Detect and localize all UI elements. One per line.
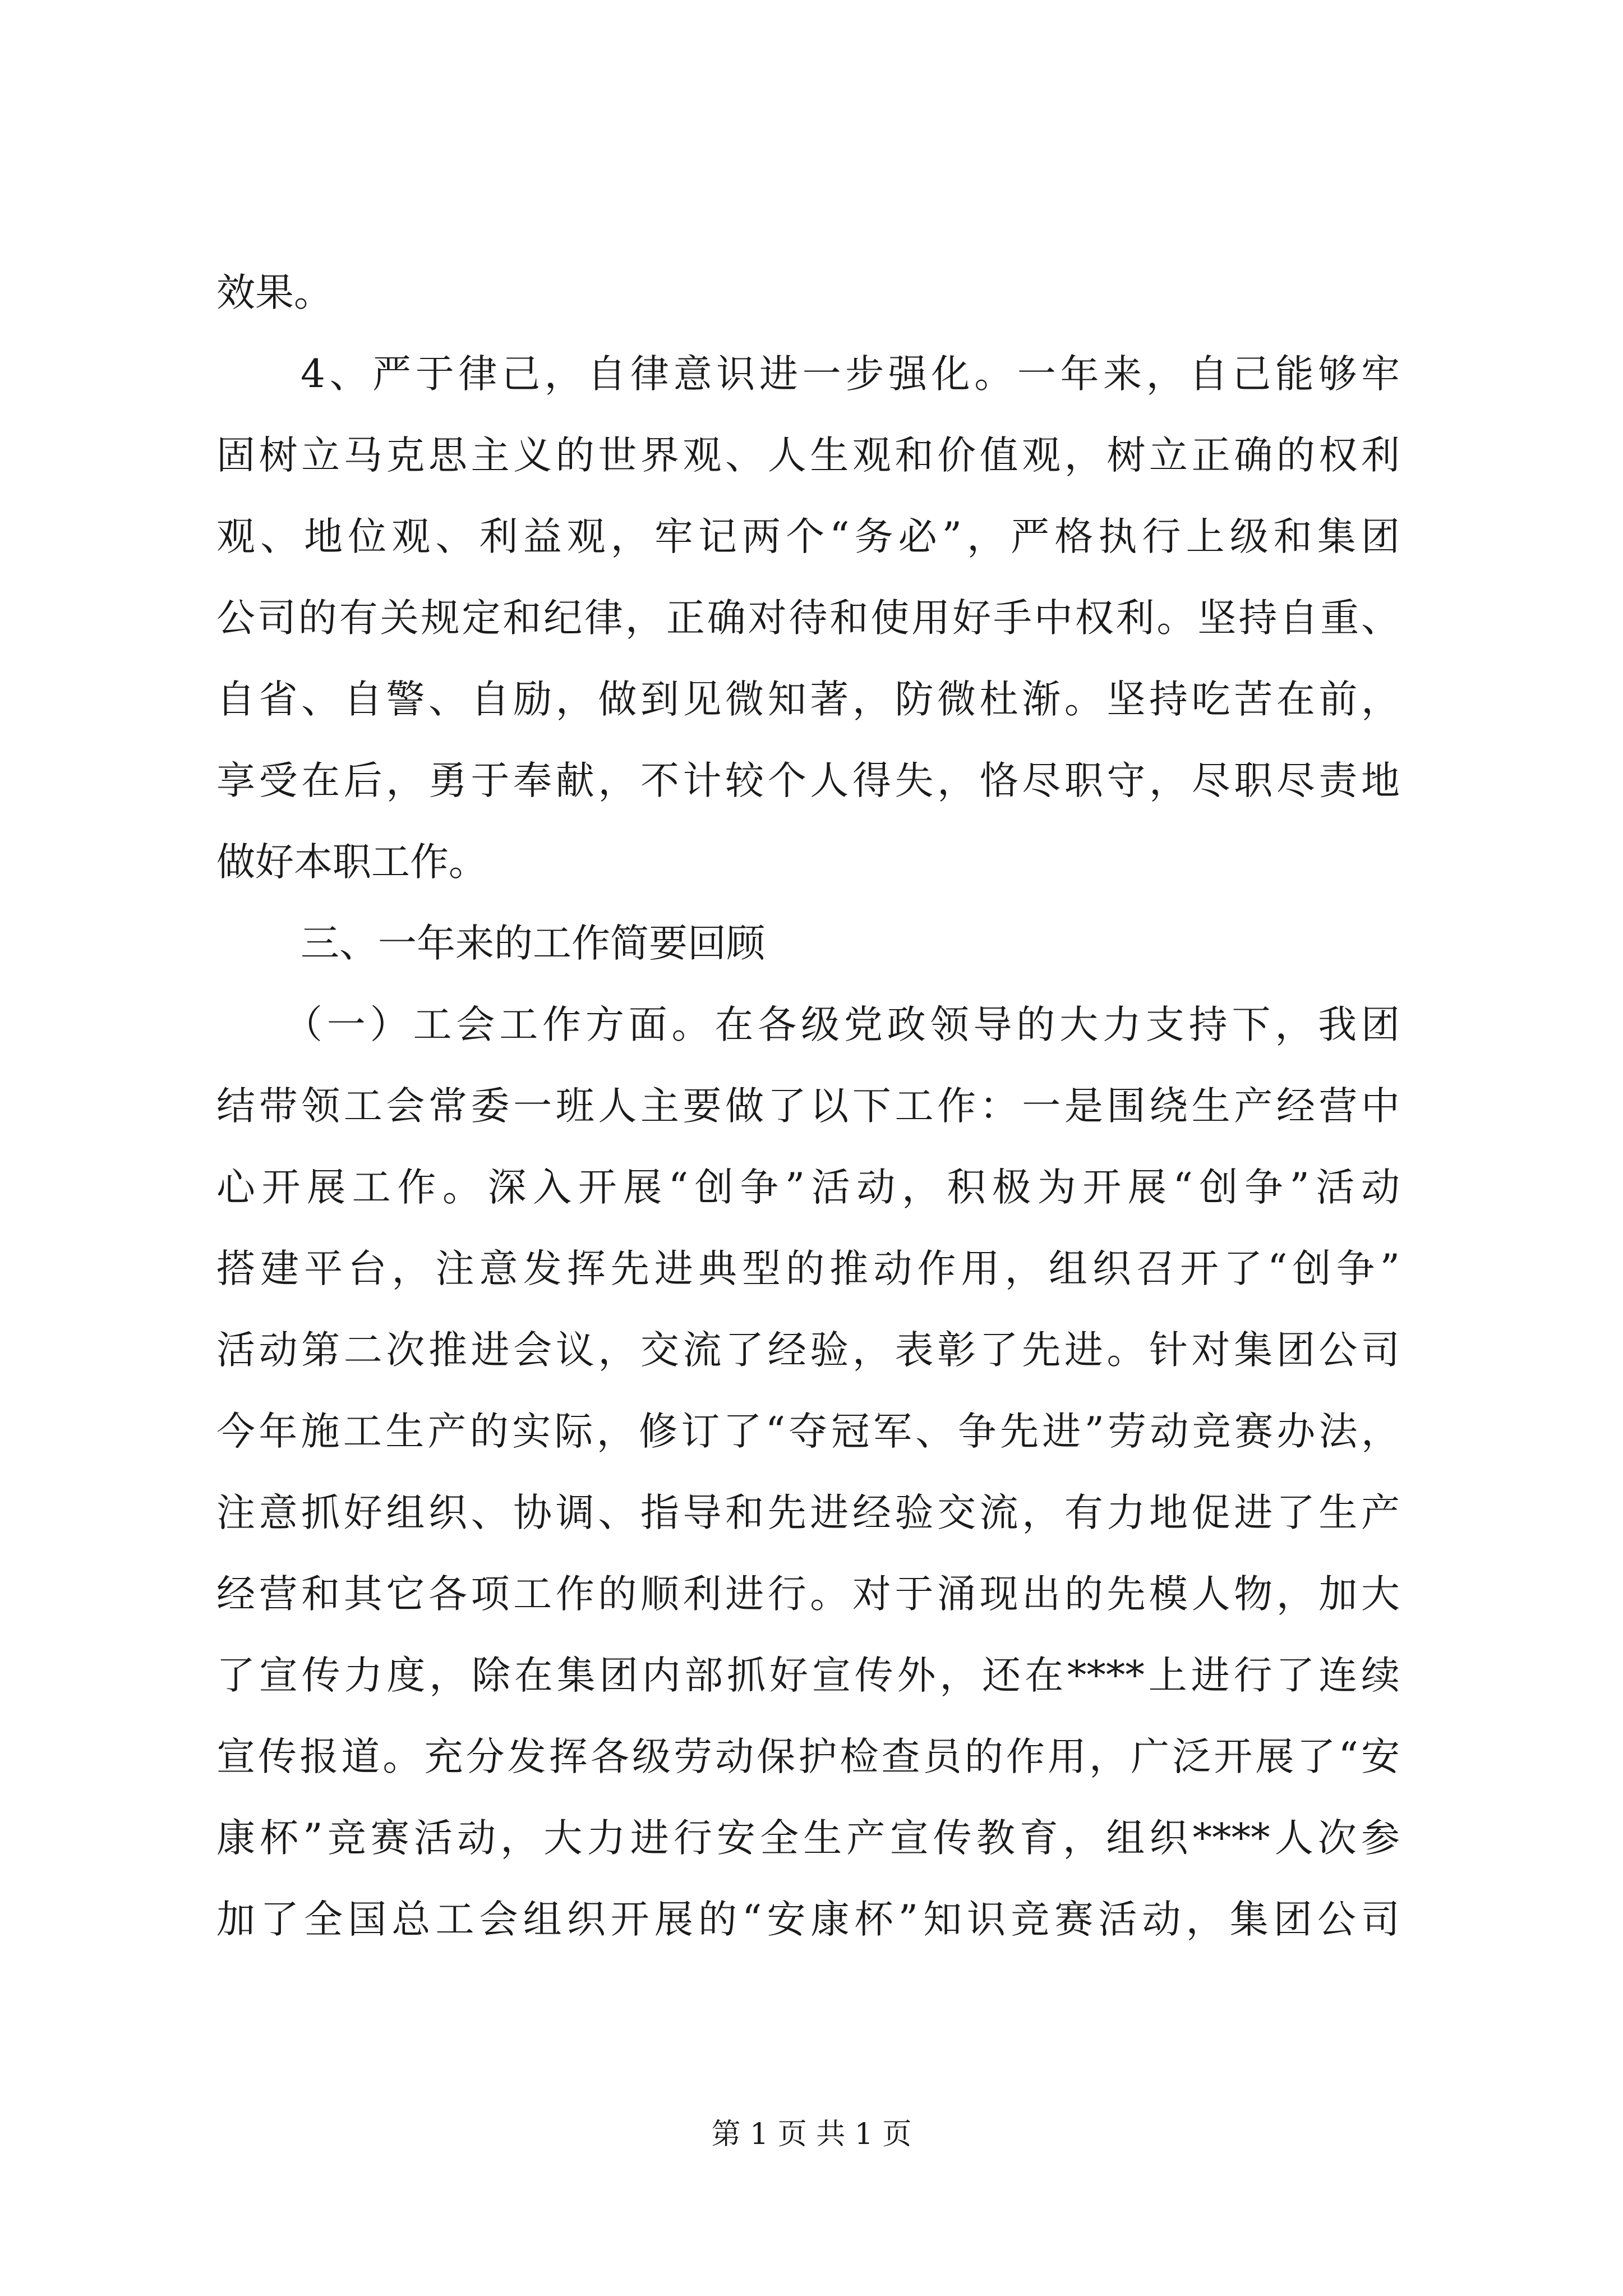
- text-line: 注意抓好组织、协调、指导和先进经验交流，有力地促进了生产: [216, 1490, 1400, 1535]
- text-line: 了宣传力度，除在集团内部抓好宣传外，还在****上进行了连续: [216, 1653, 1400, 1698]
- document-body: [216, 252, 1400, 1961]
- text-line: 搭建平台，注意发挥先进典型的推动作用，组织召开了“创争”: [216, 1246, 1400, 1291]
- page-number-label: 第 1 页 共 1 页: [711, 2118, 912, 2151]
- text-line: 做好本职工作。: [216, 840, 487, 885]
- text-line: 心开展工作。深入开展“创争”活动，积极为开展“创争”活动: [216, 1165, 1400, 1210]
- text-line: 效果。: [216, 270, 333, 315]
- text-line: 今年施工生产的实际，修订了“夺冠军、争先进”劳动竞赛办法，: [216, 1409, 1400, 1454]
- text-line: 公司的有关规定和纪律，正确对待和使用好手中权利。坚持自重、: [216, 596, 1400, 641]
- text-line: 宣传报道。充分发挥各级劳动保护检查员的作用，广泛开展了“安: [216, 1734, 1400, 1779]
- text-line: 观、地位观、利益观，牢记两个“务必”，严格执行上级和集团: [216, 514, 1400, 559]
- text-line: 结带领工会常委一班人主要做了以下工作：一是围绕生产经营中: [216, 1084, 1400, 1129]
- page-footer: [0, 2115, 1623, 2154]
- text-line: （一）工会工作方面。在各级党政领导的大力支持下，我团: [284, 1002, 1400, 1047]
- text-line: 自省、自警、自励，做到见微知著，防微杜渐。坚持吃苦在前，: [216, 677, 1400, 722]
- text-line: 经营和其它各项工作的顺利进行。对于涌现出的先模人物，加大: [216, 1572, 1400, 1617]
- text-line: 活动第二次推进会议，交流了经验，表彰了先进。针对集团公司: [216, 1328, 1400, 1373]
- text-line: 享受在后，勇于奉献，不计较个人得失，恪尽职守，尽职尽责地: [216, 758, 1400, 803]
- text-line: 康杯”竞赛活动，大力进行安全生产宣传教育，组织****人次参: [216, 1816, 1400, 1861]
- text-line: 加了全国总工会组织开展的“安康杯”知识竞赛活动，集团公司: [216, 1897, 1400, 1942]
- text-line: 4、严于律己，自律意识进一步强化。一年来，自己能够牢: [301, 352, 1400, 397]
- text-line: 固树立马克思主义的世界观、人生观和价值观，树立正确的权利: [216, 433, 1400, 478]
- section-heading: 三、一年来的工作简要回顾: [301, 921, 765, 966]
